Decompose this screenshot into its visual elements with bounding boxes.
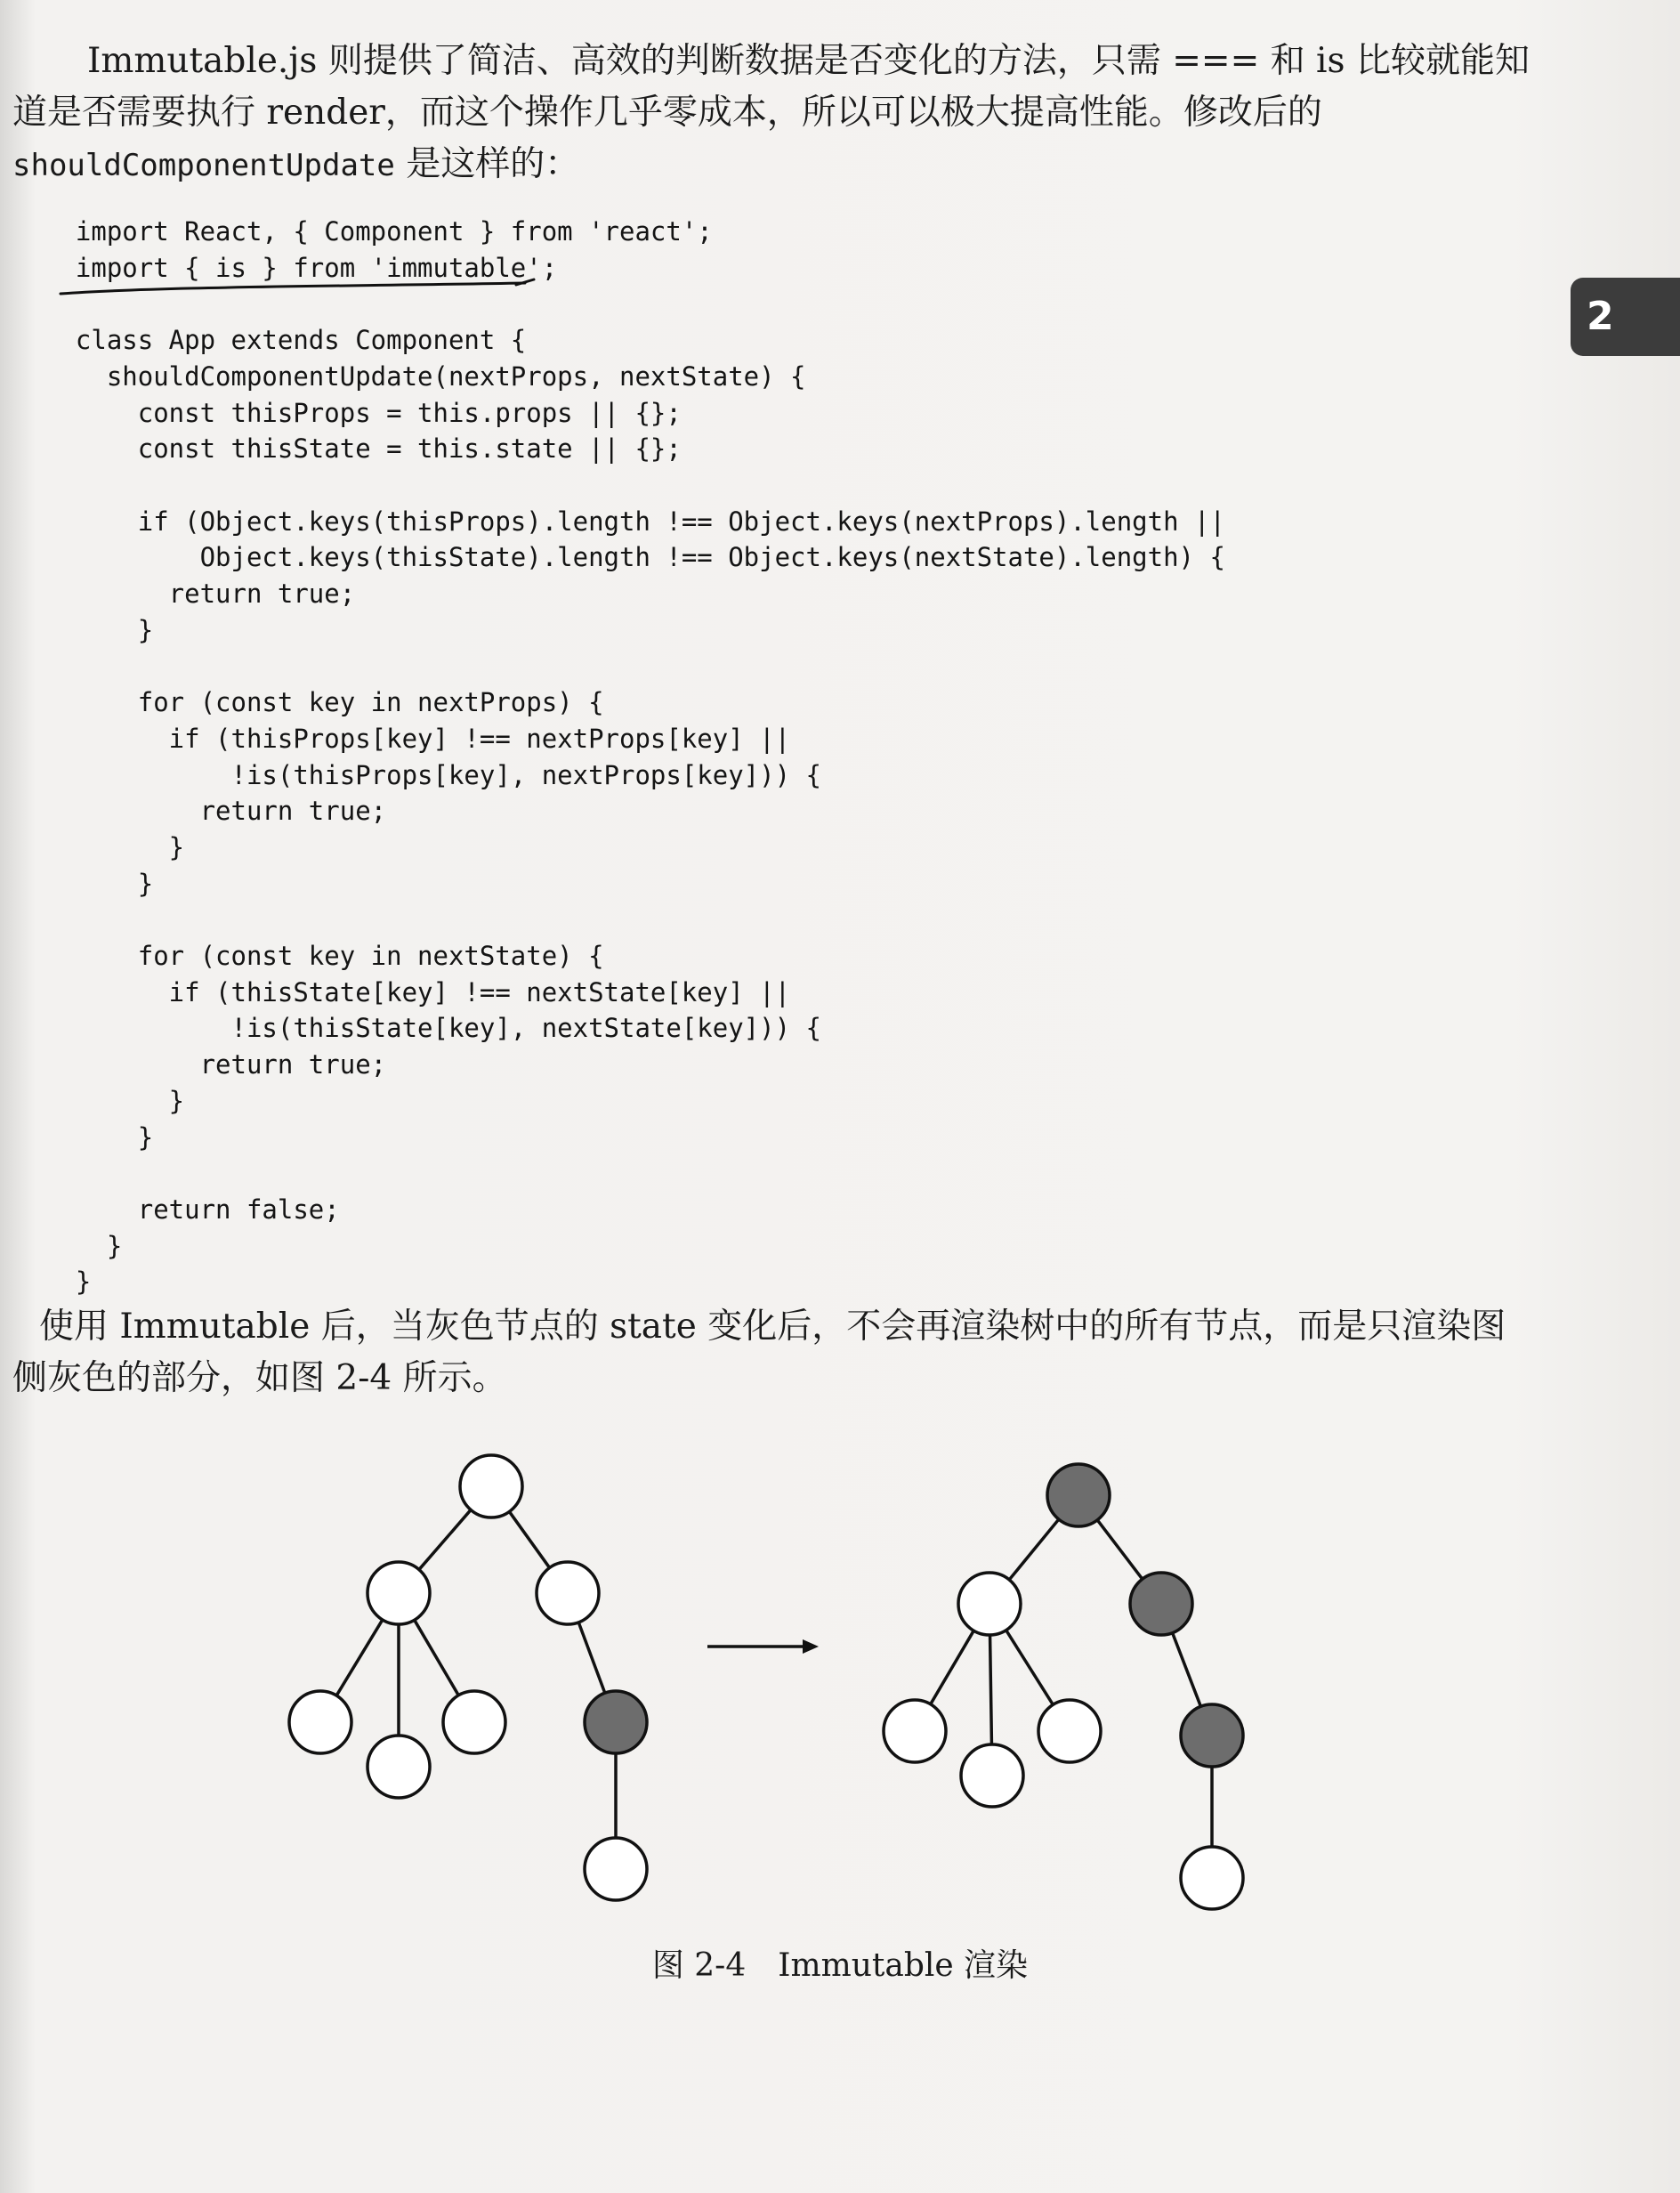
code-line: return true; bbox=[44, 796, 387, 827]
tree-node bbox=[537, 1562, 599, 1624]
code-line: } bbox=[44, 1085, 185, 1116]
tree-node bbox=[289, 1691, 351, 1753]
code-line: } bbox=[44, 831, 185, 862]
tree-node-gray bbox=[1130, 1573, 1192, 1635]
code-line: shouldComponentUpdate(nextProps, nextState) { bbox=[44, 360, 806, 392]
code-line: const thisProps = this.props || {}; bbox=[44, 397, 682, 428]
tree-edge bbox=[509, 1511, 549, 1567]
tree-node bbox=[961, 1744, 1023, 1807]
intro-line-2: 道是否需要执行 render，而这个操作几乎零成本，所以可以极大提高性能。修改后的 bbox=[12, 93, 1322, 133]
code-line: import { is } from 'immutable'; bbox=[44, 252, 558, 283]
code-line: if (thisState[key] !== nextState[key] || bbox=[44, 976, 791, 1007]
after-line-1: 使用 Immutable 后，当灰色节点的 state 变化后，不会再渲染树中的所有节点，而是只渲染图 bbox=[39, 1307, 1506, 1347]
tree-node-gray bbox=[585, 1691, 647, 1753]
code-line: } bbox=[44, 614, 154, 645]
tree-node-gray bbox=[1047, 1464, 1110, 1526]
code-line: for (const key in nextState) { bbox=[44, 941, 604, 972]
tree-node bbox=[585, 1838, 647, 1900]
after-line-2: 侧灰色的部分，如图 2-4 所示。 bbox=[12, 1358, 507, 1398]
figure-title: Immutable 渲染 bbox=[778, 1947, 1029, 1984]
code-line: return true; bbox=[44, 1049, 387, 1080]
code-line: if (Object.keys(thisProps).length !== Object.keys(nextProps).length || bbox=[44, 506, 1225, 537]
tree-node bbox=[368, 1736, 430, 1798]
code-line: } bbox=[44, 868, 154, 899]
tree-node-gray bbox=[1181, 1704, 1243, 1767]
tree-edge bbox=[1173, 1633, 1201, 1707]
tree-node bbox=[368, 1562, 430, 1624]
code-line: !is(thisProps[key], nextProps[key])) { bbox=[44, 759, 821, 790]
tree-edge bbox=[1097, 1520, 1143, 1579]
code-line: !is(thisState[key], nextState[key])) { bbox=[44, 1013, 821, 1044]
tree-edge bbox=[578, 1622, 605, 1693]
tree-node bbox=[1181, 1847, 1243, 1909]
code-line: } bbox=[44, 1121, 154, 1153]
tree-node bbox=[1038, 1700, 1101, 1762]
code-line: if (thisProps[key] !== nextProps[key] || bbox=[44, 723, 791, 754]
intro-line-1: Immutable.js 则提供了简洁、高效的判断数据是否变化的方法，只需 === 和 is 比较就能知 bbox=[87, 41, 1530, 81]
code-line: class App extends Component { bbox=[44, 325, 527, 356]
tree-node bbox=[460, 1455, 522, 1517]
code-line: } bbox=[44, 1266, 92, 1298]
transition-arrow bbox=[707, 1639, 819, 1654]
code-line: Object.keys(thisState).length !== Object.keys(nextState).length) { bbox=[44, 542, 1225, 573]
figure-label: 图 2-4 bbox=[651, 1947, 747, 1984]
tree-edge bbox=[336, 1620, 383, 1695]
intro-line-3-text: 是这样的： bbox=[394, 144, 580, 184]
code-line: import React, { Component } from 'react'; bbox=[44, 216, 713, 247]
code-line: return false; bbox=[44, 1194, 340, 1225]
code-line: for (const key in nextProps) { bbox=[44, 687, 604, 718]
code-line: } bbox=[44, 1230, 123, 1261]
tree-edge bbox=[419, 1509, 471, 1569]
figure-caption bbox=[0, 1940, 1680, 1986]
tree-edge bbox=[1006, 1631, 1054, 1705]
tree-node bbox=[443, 1691, 505, 1753]
chapter-tab: 2 bbox=[1571, 278, 1680, 356]
code-line: return true; bbox=[44, 579, 356, 610]
tree-edge bbox=[931, 1631, 974, 1704]
tree-edge bbox=[990, 1635, 992, 1744]
method-name: shouldComponentUpdate bbox=[12, 148, 395, 183]
tree-edge bbox=[415, 1620, 459, 1695]
tree-node bbox=[958, 1573, 1021, 1635]
tree-edge bbox=[1009, 1519, 1059, 1580]
tree-node bbox=[884, 1700, 946, 1762]
code-line: const thisState = this.state || {}; bbox=[44, 433, 682, 465]
